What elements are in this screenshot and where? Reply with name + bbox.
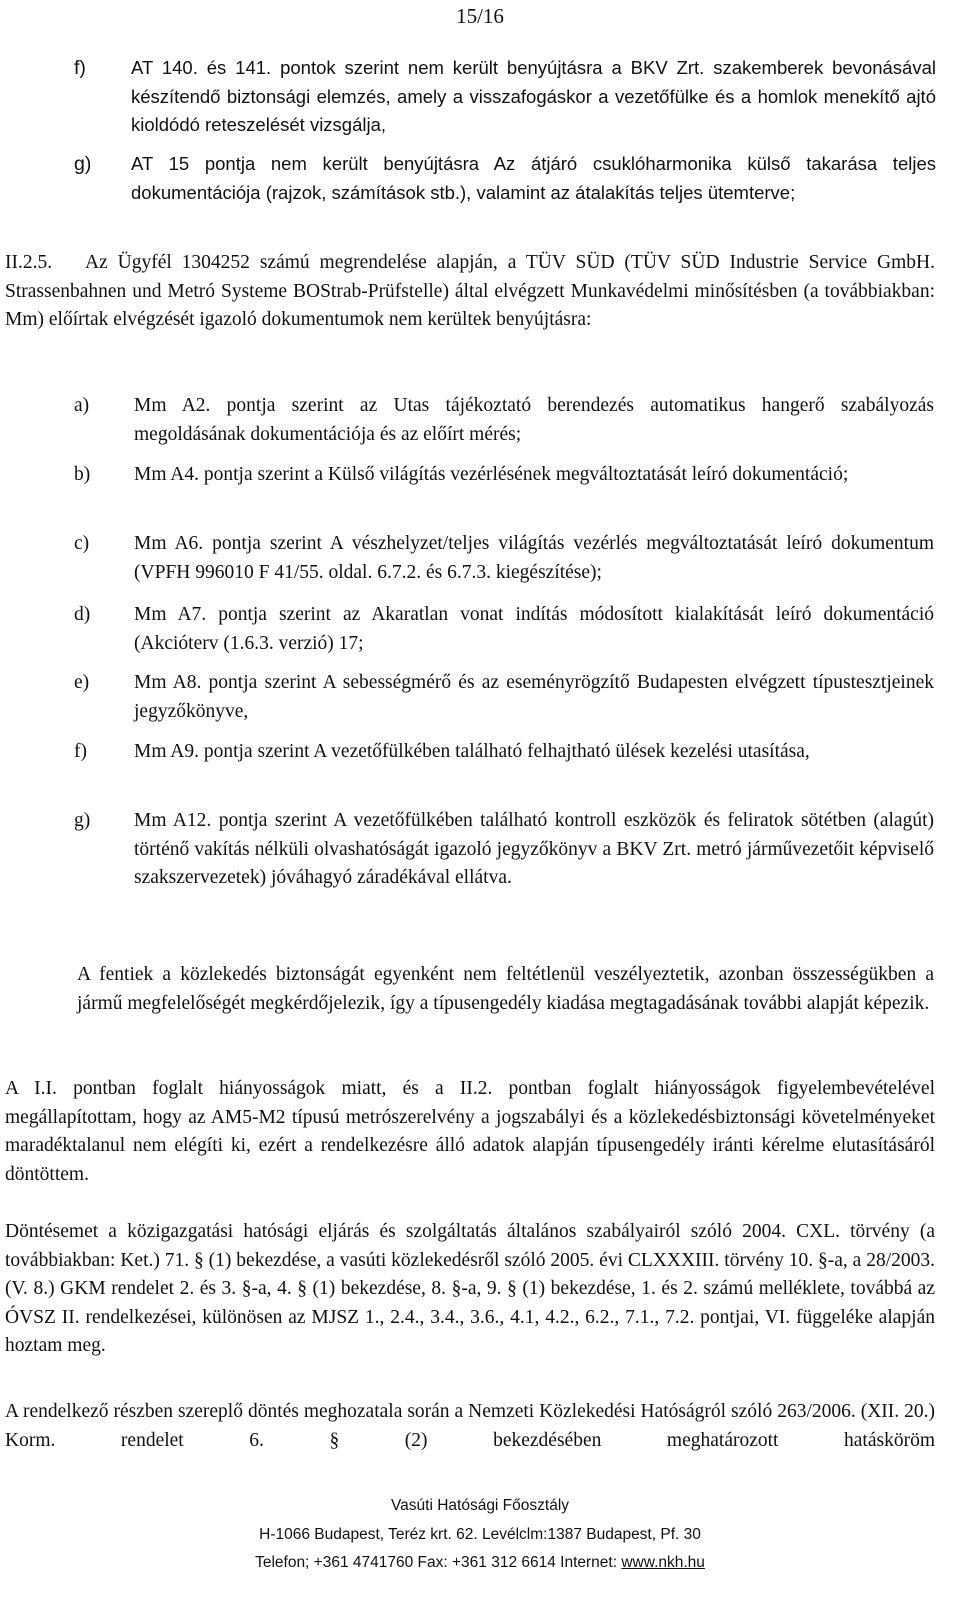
legal-basis-paragraph: Döntésemet a közigazgatási hatósági eljárás és szolgáltatás általános szabályairól szóló 2004. CXL. törvény (a továbbiakban: Ket.) 71. § (1) bekezdése, a vasúti közlekedésről szóló 2005. évi CLXXXIII. törvény 10. §-a, a 28/2003. (V. 8.) GKM rendelet 2. és 3. §-a, 4. § (1) bekezdése, 8. §-a, 9. § (1) bekezdése, 1. és 2. számú melléklete, továbbá az ÓVSZ II. rendelkezései, különösen az MJSZ 1., 2.4., 3.4., 3.6., 4.1, 4.2., 6.2., 7.1., 7.2. pontjai, VI. függeléke alapján hoztam meg. bbox=[5, 1221, 935, 1356]
footer-contact-text: Telefon; +361 4741760 Fax: +361 312 6614 Internet: bbox=[255, 1554, 622, 1571]
authority-paragraph: A rendelkező részben szereplő döntés meghozatala során a Nemzeti Közlekedési Hatóságról szóló 263/2006. (XII. 20.) Korm. rendelet 6. § (2) bekezdésében meghatározott hatásköröm bbox=[5, 1401, 935, 1451]
conclusion-paragraph: A I.I. pontban foglalt hiányosságok miatt, és a II.2. pontban foglalt hiányosságok figyelembevételével megállapítottam, hogy az AM5-M2 típusú metrószerelvény a jogszabályi és a közlekedésbiztonsági követelményeket maradéktalanul nem elégíti ki, ezért a rendelkezésre álló adatok alapján típusengedély iránti kérelme elutasításáról döntöttem. bbox=[5, 1078, 935, 1185]
list-marker: g) bbox=[74, 153, 92, 175]
section-number: II.2.5. bbox=[5, 252, 53, 273]
list-marker: b) bbox=[74, 464, 91, 485]
page-number: 15/16 bbox=[456, 4, 504, 28]
summary-paragraph: A fentiek a közlekedés biztonságát egyenként nem feltétlenül veszélyeztetik, azonban összességükben a jármű megfelelőségét megkérdőjelezik, így a típusengedély kiadása megtagadásának további alapját képezik. bbox=[77, 964, 934, 1014]
list-item: Mm A8. pontja szerint A sebességmérő és az eseményrögzítő Budapesten elvégzett típustesztjeinek jegyzőkönyve, bbox=[134, 672, 934, 722]
footer-contact bbox=[0, 1554, 960, 1572]
list-item: AT 15 pontja nem került benyújtásra Az átjáró csuklóharmonika külső takarása teljes dokumentációja (rajzok, számítások stb.), valamint az átalakítás teljes ütemterve; bbox=[131, 153, 936, 203]
list-item: AT 140. és 141. pontok szerint nem került benyújtásra a BKV Zrt. szakemberek bevonásával készítendő biztonsági elemzés, amely a visszafogáskor a vezetőfülke és a homlok menekítő ajtó kioldódó reteszelését vizsgálja, bbox=[131, 57, 936, 135]
list-item: Mm A4. pontja szerint a Külső világítás vezérlésének megváltoztatását leíró dokumentáció; bbox=[134, 464, 849, 485]
list-marker: e) bbox=[74, 672, 90, 693]
section-heading: Az Ügyfél 1304252 számú megrendelése alapján, a TÜV SÜD (TÜV SÜD Industrie Service GmbH. Strassenbahnen und Metró Systeme BOStrab-Prüfstelle) által elvégzett Munkavédelmi minősítésben (a továbbiakban: Mm) előírtak elvégzését igazoló dokumentumok nem kerültek benyújtásra: bbox=[5, 252, 935, 330]
list-marker: f) bbox=[74, 57, 86, 79]
footer-org: Vasúti Hatósági Főosztály bbox=[390, 1497, 570, 1514]
footer-address: H-1066 Budapest, Teréz krt. 62. Levélclm:1387 Budapest, Pf. 30 bbox=[259, 1526, 701, 1543]
list-item: Mm A9. pontja szerint A vezetőfülkében található felhajtható ülések kezelési utasítása, bbox=[134, 741, 810, 762]
list-marker: f) bbox=[74, 741, 87, 762]
list-item: Mm A6. pontja szerint A vészhelyzet/teljes világítás vezérlés megváltoztatását leíró dokumentum (VPFH 996010 F 41/55. oldal. 6.7.2. és 6.7.3. kiegészítése); bbox=[134, 533, 934, 583]
list-item: Mm A12. pontja szerint A vezetőfülkében található kontroll eszközök és feliratok sötétben (alagút) történő vakítás nélküli olvashatóságát igazoló jegyzőkönyv a BKV Zrt. metró járművezetőit képviselő szakszervezetek) jóváhagyó záradékával ellátva. bbox=[134, 810, 934, 888]
list-marker: a) bbox=[74, 395, 90, 416]
list-item: Mm A2. pontja szerint az Utas tájékoztató berendezés automatikus hangerő szabályozás megoldásának dokumentációja és az előírt mérés; bbox=[134, 395, 934, 445]
list-marker: d) bbox=[74, 604, 91, 625]
list-marker: c) bbox=[74, 533, 90, 554]
list-marker: g) bbox=[74, 810, 91, 831]
list-item: Mm A7. pontja szerint az Akaratlan vonat indítás módosított kialakítását leíró dokumentáció (Akcióterv (1.6.3. verzió) 17; bbox=[134, 604, 934, 654]
website-link[interactable]: www.nkh.hu bbox=[621, 1554, 705, 1571]
